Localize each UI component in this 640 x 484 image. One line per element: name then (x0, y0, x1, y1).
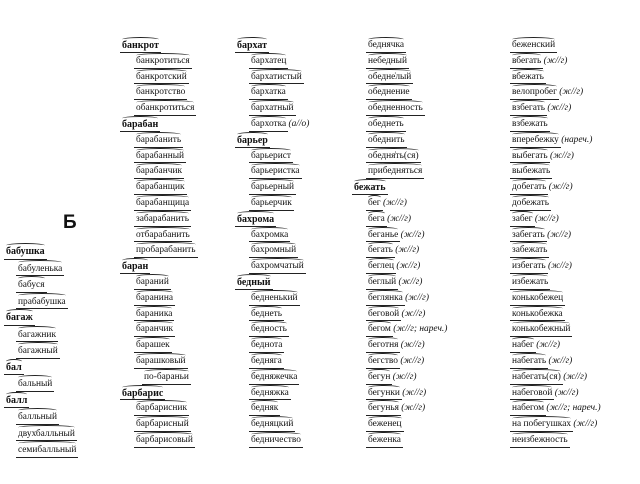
derived-word-entry (498, 54, 601, 70)
derived-word-entry (354, 196, 447, 212)
derived-word-entry (498, 275, 601, 291)
derived-word-entry (122, 85, 196, 101)
word-text: конькобежный (512, 322, 570, 338)
derived-word-entry (237, 117, 309, 133)
headword-entry (237, 38, 309, 54)
derived-word-entry (498, 180, 601, 196)
word-text: барабанщица (136, 196, 189, 212)
grammar-note: (ж//г) (548, 182, 573, 193)
grammar-note: (ж//г) (402, 387, 427, 398)
derived-word-entry (354, 54, 447, 70)
word-text: бабуленька (18, 261, 62, 278)
derived-word-entry (237, 338, 309, 354)
grammar-note: (ж//г) (396, 261, 421, 272)
grammar-note: (ж//г) (400, 229, 425, 240)
derived-word-entry (354, 386, 447, 402)
word-text: бараника (136, 307, 172, 323)
word-text: взбегать (512, 101, 545, 117)
word-text: бальный (18, 376, 52, 393)
derived-word-entry (354, 322, 447, 338)
derived-word-entry (354, 354, 447, 370)
word-text: забежать (512, 243, 547, 259)
word-text: барабанщик (136, 180, 185, 196)
word-text: барабанный (136, 149, 184, 165)
derived-word-entry (122, 354, 196, 370)
word-text: семибалльный (18, 442, 76, 459)
grammar-note: (ж//г) (559, 87, 584, 98)
derived-word-entry (354, 212, 447, 228)
word-text: бегунья (368, 401, 399, 417)
headword-entry (237, 275, 309, 291)
derived-word-entry (237, 196, 309, 212)
derived-word-entry (122, 101, 196, 117)
word-text: добежать (512, 196, 549, 212)
word-text: велопробег (512, 85, 557, 101)
derived-word-entry (354, 275, 447, 291)
word-text: набег (512, 338, 534, 354)
word-text: обеднить (368, 133, 405, 149)
derived-word-entry (122, 401, 196, 417)
headword-text: банкрот (122, 38, 159, 54)
headword-entry (122, 117, 196, 133)
column-3 (237, 38, 309, 449)
headword-text: бархат (237, 38, 267, 54)
word-text: беговой (368, 307, 399, 323)
grammar-note: (нареч.) (561, 134, 593, 145)
derived-word-entry (122, 370, 196, 386)
word-text: бедняжка (251, 386, 289, 402)
headword-text: баран (122, 259, 148, 275)
derived-word-entry (6, 277, 76, 294)
column-1 (6, 244, 76, 459)
derived-word-entry (237, 322, 309, 338)
word-text: обедня̇ть(ся) (368, 149, 419, 165)
derived-word-entry (237, 259, 309, 275)
word-text: багажник (18, 327, 56, 344)
word-text: прибедняться (368, 164, 422, 180)
derived-word-entry (6, 343, 76, 360)
word-text: бахромчатый (251, 259, 304, 275)
derived-word-entry (354, 401, 447, 417)
derived-word-entry (354, 101, 447, 117)
word-text: бегать (368, 243, 393, 259)
headword-entry (237, 212, 309, 228)
word-text: бедняцкий (251, 417, 293, 433)
word-text: выбегать (512, 149, 548, 165)
word-text: забарабанить (136, 212, 189, 228)
grammar-note: (ж//г) (387, 213, 412, 224)
derived-word-entry (354, 228, 447, 244)
grammar-note: (ж//г) (534, 213, 559, 224)
derived-word-entry (498, 212, 601, 228)
grammar-note: (ж//г) (554, 387, 579, 398)
word-text: по-бараньи (144, 370, 189, 386)
grammar-note: (ж//г) (573, 419, 598, 430)
word-text: бедняк (251, 401, 278, 417)
grammar-note: (ж//г) (395, 245, 420, 256)
word-text: барьерный (251, 180, 294, 196)
word-text: барьеристка (251, 164, 300, 180)
grammar-note: (ж//г) (548, 261, 572, 272)
derived-word-entry (237, 243, 309, 259)
derived-word-entry (6, 327, 76, 344)
word-text: бархатец (251, 54, 286, 70)
word-text: беганье (368, 228, 398, 244)
derived-word-entry (6, 426, 76, 443)
word-text: избежать (512, 275, 548, 291)
grammar-note: (ж//г) (392, 371, 417, 382)
headword-text: бахрома (237, 212, 274, 228)
word-text: обедненность (368, 101, 423, 117)
derived-word-entry (237, 370, 309, 386)
word-text: на побегушках (512, 417, 571, 433)
headword-text: бабушка (6, 244, 45, 261)
derived-word-entry (498, 38, 601, 54)
derived-word-entry (237, 417, 309, 433)
grammar-note: (а//о) (288, 118, 310, 129)
word-text: банкротский (136, 70, 187, 86)
word-text: конькобежка (512, 307, 563, 323)
derived-word-entry (122, 212, 196, 228)
derived-word-entry (122, 433, 196, 449)
derived-word-entry (237, 101, 309, 117)
word-text: обеднение (368, 85, 410, 101)
derived-word-entry (498, 338, 601, 354)
derived-word-entry (237, 149, 309, 165)
headword-text: барбарис (122, 386, 163, 402)
derived-word-entry (122, 196, 196, 212)
derived-word-entry (122, 54, 196, 70)
derived-word-entry (237, 386, 309, 402)
derived-word-entry (122, 338, 196, 354)
headword-text: балл (6, 393, 27, 410)
word-text: бахромный (251, 243, 296, 259)
word-text: небедный (368, 54, 407, 70)
headword-text: барьер (237, 133, 268, 149)
headword-text: багаж (6, 310, 33, 327)
word-text: бегом (368, 322, 391, 338)
word-text: добегать (512, 180, 546, 196)
column-2 (122, 38, 196, 449)
word-text: бега (368, 212, 385, 228)
grammar-note: (ж//г) (547, 229, 571, 240)
section-letter: Б (63, 212, 77, 233)
headword-entry (6, 310, 76, 327)
derived-word-entry (354, 338, 447, 354)
headword-text: барабан (122, 117, 158, 133)
derived-word-entry (122, 291, 196, 307)
word-text: обеднеть (368, 117, 404, 133)
word-text: беженка (368, 433, 401, 449)
word-text: набегом (512, 401, 544, 417)
derived-word-entry (354, 38, 447, 54)
derived-word-entry (354, 85, 447, 101)
word-text: бегунки (368, 386, 400, 402)
derived-word-entry (498, 117, 601, 133)
word-text: барьерист (251, 149, 291, 165)
derived-word-entry (237, 307, 309, 323)
derived-word-entry (498, 70, 601, 86)
word-text: вперебежку (512, 133, 559, 149)
word-text: барбарисовый (136, 433, 193, 449)
derived-word-entry (122, 243, 196, 259)
word-text: бедненький (251, 291, 298, 307)
headword-text: бедный (237, 275, 271, 291)
derived-word-entry (498, 433, 601, 449)
column-5 (498, 38, 601, 449)
derived-word-entry (122, 417, 196, 433)
grammar-note: (ж//г) (548, 355, 573, 366)
derived-word-entry (354, 291, 447, 307)
grammar-note: (ж//г; нареч.) (546, 403, 601, 414)
derived-word-entry (122, 275, 196, 291)
word-text: бедняга (251, 354, 282, 370)
headword-entry (6, 244, 76, 261)
grammar-note: (ж//г) (543, 55, 568, 66)
derived-word-entry (354, 70, 447, 86)
derived-word-entry (354, 117, 447, 133)
derived-word-entry (498, 228, 601, 244)
derived-word-entry (122, 307, 196, 323)
grammar-note: (ж//г) (536, 340, 561, 351)
derived-word-entry (237, 291, 309, 307)
word-text: барабанить (136, 133, 181, 149)
derived-word-entry (354, 307, 447, 323)
grammar-note: (ж//г; нареч.) (393, 324, 448, 335)
word-text: обанкротиться (136, 101, 194, 117)
derived-word-entry (237, 228, 309, 244)
headword-entry (6, 393, 76, 410)
word-text: барьерчик (251, 196, 292, 212)
word-text: беглянка (368, 291, 403, 307)
derived-word-entry (6, 261, 76, 278)
grammar-note: (ж//г) (400, 355, 425, 366)
headword-entry (122, 38, 196, 54)
derived-word-entry (498, 164, 601, 180)
word-text: бахромка (251, 228, 288, 244)
headword-entry (122, 386, 196, 402)
headword-entry (354, 180, 447, 196)
derived-word-entry (498, 196, 601, 212)
word-text: бег (368, 196, 381, 212)
derived-word-entry (6, 294, 76, 311)
column-4 (354, 38, 447, 449)
word-text: банкротство (136, 85, 185, 101)
word-text: барбарисный (136, 417, 189, 433)
word-text: барбарисник (136, 401, 187, 417)
derived-word-entry (498, 354, 601, 370)
word-text: забег (512, 212, 533, 228)
derived-word-entry (354, 433, 447, 449)
headword-entry (237, 133, 309, 149)
grammar-note: (ж//г) (550, 150, 574, 161)
derived-word-entry (498, 322, 601, 338)
derived-word-entry (498, 401, 601, 417)
grammar-note: (ж//г) (400, 340, 425, 351)
derived-word-entry (237, 180, 309, 196)
word-text: бараний (136, 275, 169, 291)
word-text: беженец (368, 417, 402, 433)
grammar-note: (ж//г) (401, 403, 426, 414)
derived-word-entry (122, 228, 196, 244)
word-text: бедняжечка (251, 370, 297, 386)
derived-word-entry (237, 85, 309, 101)
grammar-note: (ж//г) (401, 308, 426, 319)
derived-word-entry (354, 164, 447, 180)
headword-entry (122, 259, 196, 275)
derived-word-entry (498, 243, 601, 259)
derived-word-entry (498, 101, 601, 117)
derived-word-entry (498, 259, 601, 275)
derived-word-entry (122, 180, 196, 196)
derived-word-entry (354, 243, 447, 259)
word-text: барашек (136, 338, 170, 354)
derived-word-entry (354, 417, 447, 433)
derived-word-entry (498, 386, 601, 402)
word-text: баранчик (136, 322, 173, 338)
word-text: беднота (251, 338, 282, 354)
word-text: банкротиться (136, 54, 190, 70)
word-text: отбарабанить (136, 228, 190, 244)
word-text: взбежать (512, 117, 548, 133)
word-text: бегство (368, 354, 398, 370)
derived-word-entry (354, 370, 447, 386)
word-text: беглец (368, 259, 394, 275)
word-text: пробарабанить (136, 243, 196, 259)
derived-word-entry (237, 433, 309, 449)
derived-word-entry (237, 54, 309, 70)
derived-word-entry (237, 354, 309, 370)
word-text: баранина (136, 291, 173, 307)
derived-word-entry (237, 70, 309, 86)
derived-word-entry (498, 133, 601, 149)
word-text: барабанчик (136, 164, 182, 180)
derived-word-entry (498, 149, 601, 165)
word-text: беднячка (368, 38, 404, 54)
grammar-note: (ж//г) (405, 292, 429, 303)
derived-word-entry (237, 164, 309, 180)
grammar-note: (ж//г) (398, 276, 423, 287)
derived-word-entry (122, 164, 196, 180)
word-text: барашковый (136, 354, 186, 370)
word-text: набегать(ся) (512, 370, 561, 386)
derived-word-entry (354, 133, 447, 149)
derived-word-entry (237, 401, 309, 417)
derived-word-entry (498, 370, 601, 386)
word-text: бархатка (251, 85, 286, 101)
word-text: неизбежность (512, 433, 568, 449)
word-text: обедне̇лый (368, 70, 411, 86)
word-text: балльный (18, 409, 57, 426)
derived-word-entry (354, 149, 447, 165)
word-text: двухбалльный (18, 426, 75, 443)
word-text: вбегать (512, 54, 541, 70)
word-text: набегать (512, 354, 546, 370)
word-text: конькобежец (512, 291, 563, 307)
word-text: беженский (512, 38, 555, 54)
word-text: выбежать (512, 164, 550, 180)
word-text: забегать (512, 228, 545, 244)
derived-word-entry (354, 259, 447, 275)
word-text: бархотка (251, 117, 286, 133)
derived-word-entry (6, 376, 76, 393)
headword-entry (6, 360, 76, 377)
word-text: багажный (18, 343, 58, 360)
derived-word-entry (498, 85, 601, 101)
word-text: прабабушка (18, 294, 66, 311)
headword-text: бал (6, 360, 22, 377)
derived-word-entry (122, 133, 196, 149)
derived-word-entry (6, 409, 76, 426)
grammar-note: (ж//г) (547, 103, 572, 114)
word-text: беглый (368, 275, 396, 291)
word-text: вбежать (512, 70, 544, 86)
derived-word-entry (498, 291, 601, 307)
word-text: беднеть (251, 307, 282, 323)
derived-word-entry (498, 307, 601, 323)
word-text: бархатный (251, 101, 294, 117)
grammar-note: (ж//г) (563, 371, 588, 382)
headword-text: бежать (354, 180, 386, 196)
derived-word-entry (6, 442, 76, 459)
word-text: бархатистый (251, 70, 302, 86)
derived-word-entry (498, 417, 601, 433)
word-text: беготня (368, 338, 398, 354)
word-text: набеговой (512, 386, 552, 402)
word-text: бабуся (18, 277, 45, 294)
word-text: бегун (368, 370, 390, 386)
derived-word-entry (122, 149, 196, 165)
word-text: бедничество (251, 433, 301, 449)
grammar-note: (ж//г) (383, 197, 407, 208)
derived-word-entry (122, 70, 196, 86)
word-text: бедность (251, 322, 287, 338)
word-text: избегать (512, 259, 546, 275)
derived-word-entry (122, 322, 196, 338)
